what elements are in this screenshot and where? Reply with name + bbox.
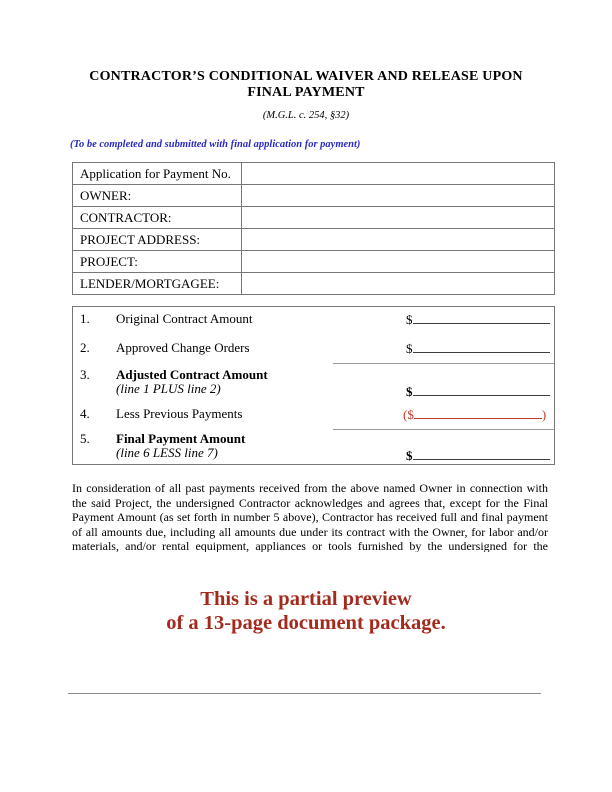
info-table-row	[73, 207, 555, 229]
currency-prefix: $	[406, 312, 413, 327]
info-table-row	[73, 273, 555, 295]
amount-item-label: Original Contract Amount	[116, 311, 253, 326]
info-table-label: PROJECT:	[73, 251, 242, 273]
body-line: In consideration of all past payments received from the above named Owner in connection with	[72, 481, 548, 495]
preview-notice-line-2: of a 13-page document package.	[166, 611, 446, 634]
partial-preview-notice	[0, 588, 612, 635]
amount-item-number: 2.	[80, 340, 90, 355]
amount-value-field	[406, 312, 550, 327]
info-table-value-cell	[242, 207, 555, 229]
amount-value-field	[406, 448, 550, 463]
amount-item-label: Adjusted Contract Amount	[116, 367, 268, 382]
amount-value-field	[406, 384, 550, 399]
info-table-value-cell	[242, 251, 555, 273]
amount-item-label: Final Payment Amount	[116, 431, 246, 446]
amount-blank-line	[413, 341, 550, 353]
page-divider-line	[68, 693, 541, 694]
amount-item-label: Less Previous Payments	[116, 406, 243, 421]
title-line-1: CONTRACTOR’S CONDITIONAL WAIVER AND RELEASE UPON	[89, 69, 523, 84]
info-table-row	[73, 251, 555, 273]
amount-blank-line	[414, 407, 542, 419]
info-table-row	[73, 185, 555, 207]
currency-prefix: $	[406, 448, 413, 463]
info-table-label: Application for Payment No.	[73, 163, 242, 185]
info-table-value-cell	[242, 185, 555, 207]
body-line: materials, and/or rental equipment, appliances or tools furnished by the undersigned for the	[72, 539, 548, 552]
amount-value-field-negative	[403, 407, 546, 422]
body-line: Payment Amount (as set forth in number 5 above), Contractor has received full and final payment	[72, 510, 548, 524]
info-table-value-cell	[242, 273, 555, 295]
amount-item-number: 3.	[80, 367, 90, 382]
amount-item-sublabel: (line 1 PLUS line 2)	[116, 381, 221, 396]
amount-item-number: 1.	[80, 311, 90, 326]
amount-blank-line	[413, 312, 550, 324]
preview-notice-line-1: This is a partial preview	[200, 588, 412, 610]
body-line: the said Project, the undersigned Contractor acknowledges and agrees that, except for the Final	[72, 495, 548, 510]
amount-schedule-box	[72, 306, 555, 465]
body-paragraph	[72, 481, 548, 552]
currency-suffix: )	[541, 407, 547, 422]
currency-prefix: $	[406, 341, 413, 356]
body-line: of all amounts due, including all amounts due under its contract with the Owner, for labor and/or	[72, 524, 548, 539]
info-table-value-cell	[242, 163, 555, 185]
info-table	[72, 162, 555, 295]
amount-item-label: Approved Change Orders	[116, 340, 250, 355]
statute-reference: (M.G.L. c. 254, §32)	[262, 110, 350, 121]
amount-blank-line	[413, 384, 550, 396]
info-table-label: OWNER:	[73, 185, 242, 207]
amount-item-number: 5.	[80, 431, 90, 446]
subtotal-rule	[333, 363, 554, 364]
info-table-row	[73, 229, 555, 251]
document-title	[0, 69, 612, 101]
amount-item-sublabel: (line 6 LESS line 7)	[116, 445, 218, 460]
currency-prefix: ($	[403, 407, 414, 422]
info-table-label: CONTRACTOR:	[73, 207, 242, 229]
amount-value-field	[406, 341, 550, 356]
info-table-label: PROJECT ADDRESS:	[73, 229, 242, 251]
currency-prefix: $	[406, 384, 413, 399]
amount-item-number: 4.	[80, 406, 90, 421]
info-table-value-cell	[242, 229, 555, 251]
completion-note: (To be completed and submitted with final application for payment)	[70, 139, 361, 150]
info-table-row	[73, 163, 555, 185]
subtotal-rule	[333, 429, 554, 430]
title-line-2: FINAL PAYMENT	[247, 85, 365, 100]
amount-blank-line	[413, 448, 550, 460]
info-table-label: LENDER/MORTGAGEE:	[73, 273, 242, 295]
